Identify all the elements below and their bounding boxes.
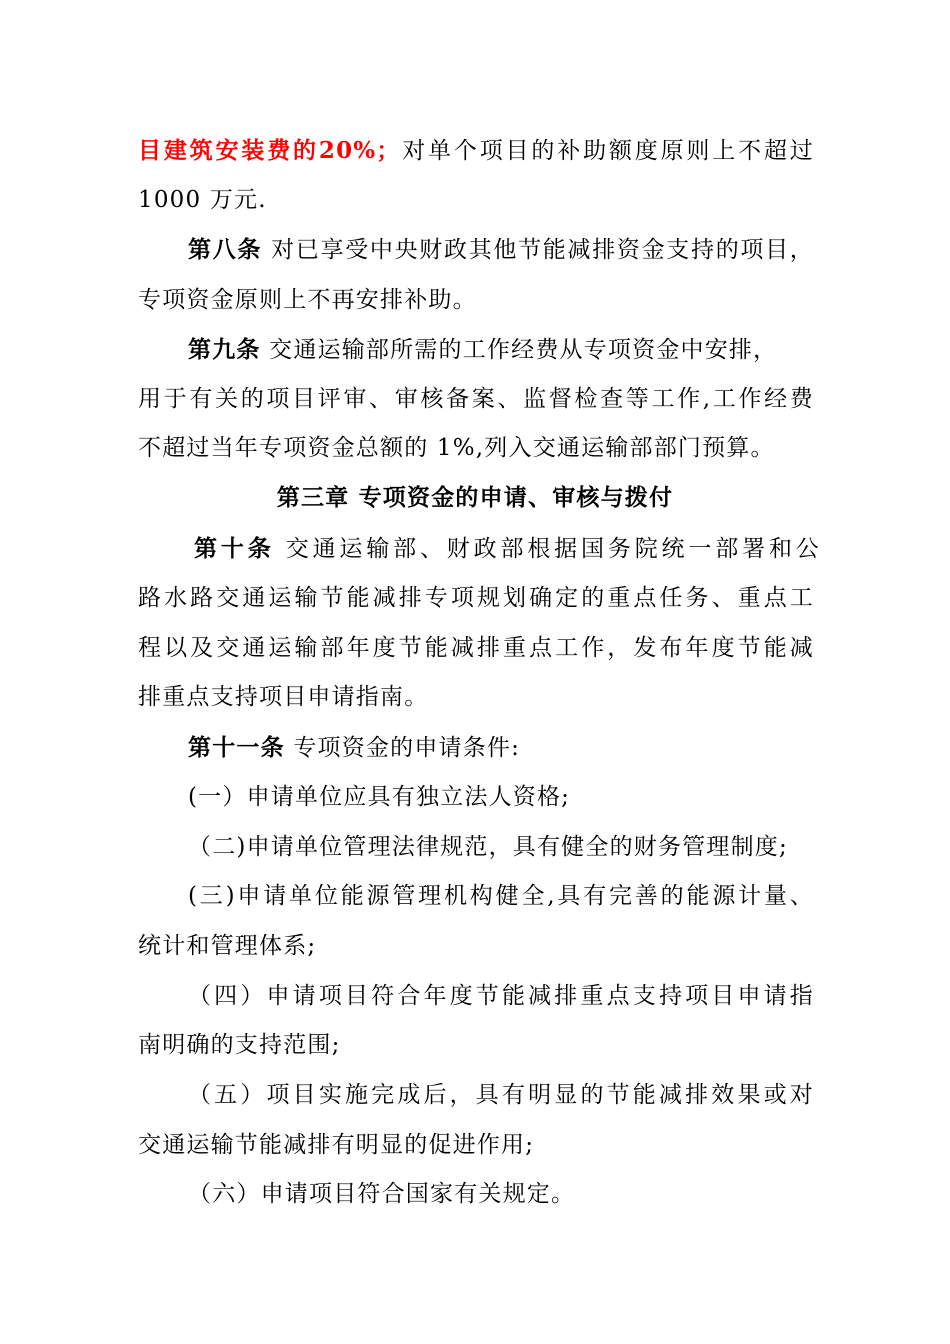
line-text: 统计和管理体系; — [138, 933, 317, 959]
article-label: 第八条 — [188, 236, 263, 263]
line-text: 对已享受中央财政其他节能减排资金支持的项目， — [262, 237, 814, 263]
line-text: 排重点支持项目申请指南。 — [138, 684, 429, 710]
article-11-heading-line — [188, 734, 520, 762]
line-text: 专项资金的申请条件: — [284, 735, 521, 761]
line-text: 交通运输部、财政部根据国务院统一部署和公 — [274, 536, 820, 562]
line-text: 南明确的支持范围; — [138, 1032, 341, 1058]
line-text: （四）申请项目符合年度节能减排重点支持项目申请指 — [188, 983, 814, 1009]
condition-item-4 — [188, 982, 814, 1010]
article-label: 第十条 — [194, 535, 275, 562]
line-text: 程以及交通运输部年度节能减排重点工作，发布年度节能减 — [138, 635, 814, 661]
chapter-title: 第三章 专项资金的申请、审核与拨付 — [276, 484, 674, 511]
text-line-4 — [138, 286, 477, 314]
line-text: 路水路交通运输节能减排专项规划确定的重点任务、重点工 — [138, 585, 814, 611]
condition-item-1 — [188, 783, 570, 811]
line-text: （六）申请项目符合国家有关规定。 — [188, 1181, 576, 1207]
line-text: 交通运输节能减排有明显的促进作用; — [138, 1132, 535, 1158]
condition-item-3 — [188, 882, 814, 910]
text-line-2 — [138, 186, 267, 214]
condition-item-4-cont — [138, 1031, 341, 1059]
text-line-1 — [138, 137, 814, 165]
text-line-11 — [138, 634, 814, 662]
line-text: （五）项目实施完成后，具有明显的节能减排效果或对 — [188, 1082, 814, 1108]
line-text: 用于有关的项目评审、审核备案、监督检查等工作,工作经费 — [138, 386, 814, 412]
highlight-text: 目建筑安装费的20%； — [138, 137, 401, 164]
text-line-12 — [138, 683, 428, 711]
text-line-6 — [138, 385, 814, 413]
article-8-heading-line — [188, 236, 814, 264]
article-10-heading-line — [194, 535, 820, 563]
text-line-10 — [138, 584, 814, 612]
article-9-heading-line — [188, 336, 777, 364]
condition-item-6 — [188, 1180, 575, 1208]
line-text: 对单个项目的补助额度原则上不超过 — [400, 138, 814, 164]
condition-item-3-cont — [138, 932, 316, 960]
line-text: (三)申请单位能源管理机构健全,具有完善的能源计量、 — [188, 883, 814, 909]
text-line-7 — [138, 434, 775, 462]
line-text: 交通运输部所需的工作经费从专项资金中安排， — [260, 337, 778, 363]
condition-item-5-cont — [138, 1131, 534, 1159]
condition-item-5 — [188, 1081, 814, 1109]
chapter-heading — [0, 484, 950, 512]
line-text: 1000 万元. — [138, 187, 267, 213]
line-text: 不超过当年专项资金总额的 1%,列入交通运输部部门预算。 — [138, 435, 775, 461]
line-text: (一）申请单位应具有独立法人资格; — [188, 784, 571, 810]
article-label: 第十一条 — [188, 734, 285, 761]
line-text: 专项资金原则上不再安排补助。 — [138, 287, 477, 313]
condition-item-2 — [188, 833, 788, 861]
article-label: 第九条 — [188, 336, 261, 363]
line-text: （二)申请单位管理法律规范，具有健全的财务管理制度; — [188, 834, 788, 860]
